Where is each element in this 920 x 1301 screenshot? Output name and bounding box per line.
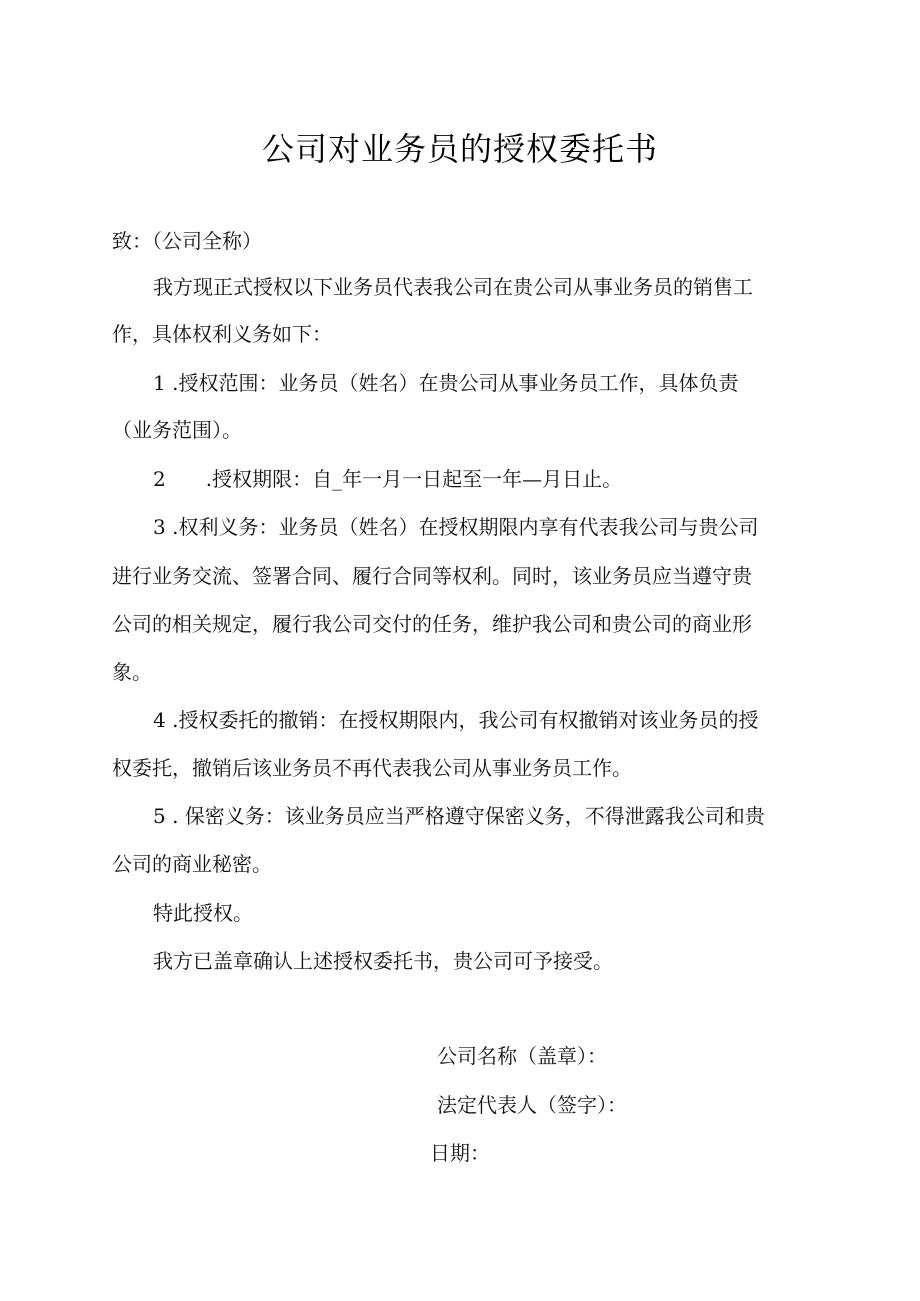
item2: 2 .授权期限：自_年一月一日起至一年—月日止。	[153, 467, 623, 491]
item3-line-4: 象。	[112, 660, 152, 684]
item3-line-3: 公司的相关规定，履行我公司交付的任务，维护我公司和贵公司的商业形	[112, 612, 752, 636]
item1-line-1: 1 .授权范围：业务员（姓名）在贵公司从事业务员工作，具体负责	[153, 371, 739, 395]
item4-line-1: 4 .授权委托的撤销：在授权期限内，我公司有权撤销对该业务员的授	[153, 708, 759, 732]
intro-line-2: 作，具体权利义务如下：	[112, 322, 332, 346]
signature-date: 日期：	[430, 1141, 490, 1165]
closing: 特此授权。	[153, 901, 253, 925]
item5-line-2: 公司的商业秘密。	[112, 852, 272, 876]
addressee: 致：（公司全称）	[112, 229, 262, 253]
item3-line-2: 进行业务交流、签署合同、履行合同等权利。同时，该业务员应当遵守贵	[112, 564, 752, 588]
item4-line-2: 权委托，撤销后该业务员不再代表我公司从事业务员工作。	[112, 756, 632, 780]
legal-representative-signature: 法定代表人（签字）：	[437, 1093, 627, 1117]
document-title: 公司对业务员的授权委托书	[261, 130, 658, 168]
item5-line-1: 5 . 保密义务：该业务员应当严格遵守保密义务，不得泄露我公司和贵	[153, 804, 765, 828]
item1-line-2: （业务范围）。	[112, 418, 242, 442]
company-name-signature: 公司名称（盖章）：	[437, 1044, 607, 1068]
item3-line-1: 3 .权利义务：业务员（姓名）在授权期限内享有代表我公司与贵公司	[153, 515, 759, 539]
intro-line-1: 我方现正式授权以下业务员代表我公司在贵公司从事业务员的销售工	[153, 275, 753, 299]
confirmation: 我方已盖章确认上述授权委托书，贵公司可予接受。	[153, 949, 613, 973]
